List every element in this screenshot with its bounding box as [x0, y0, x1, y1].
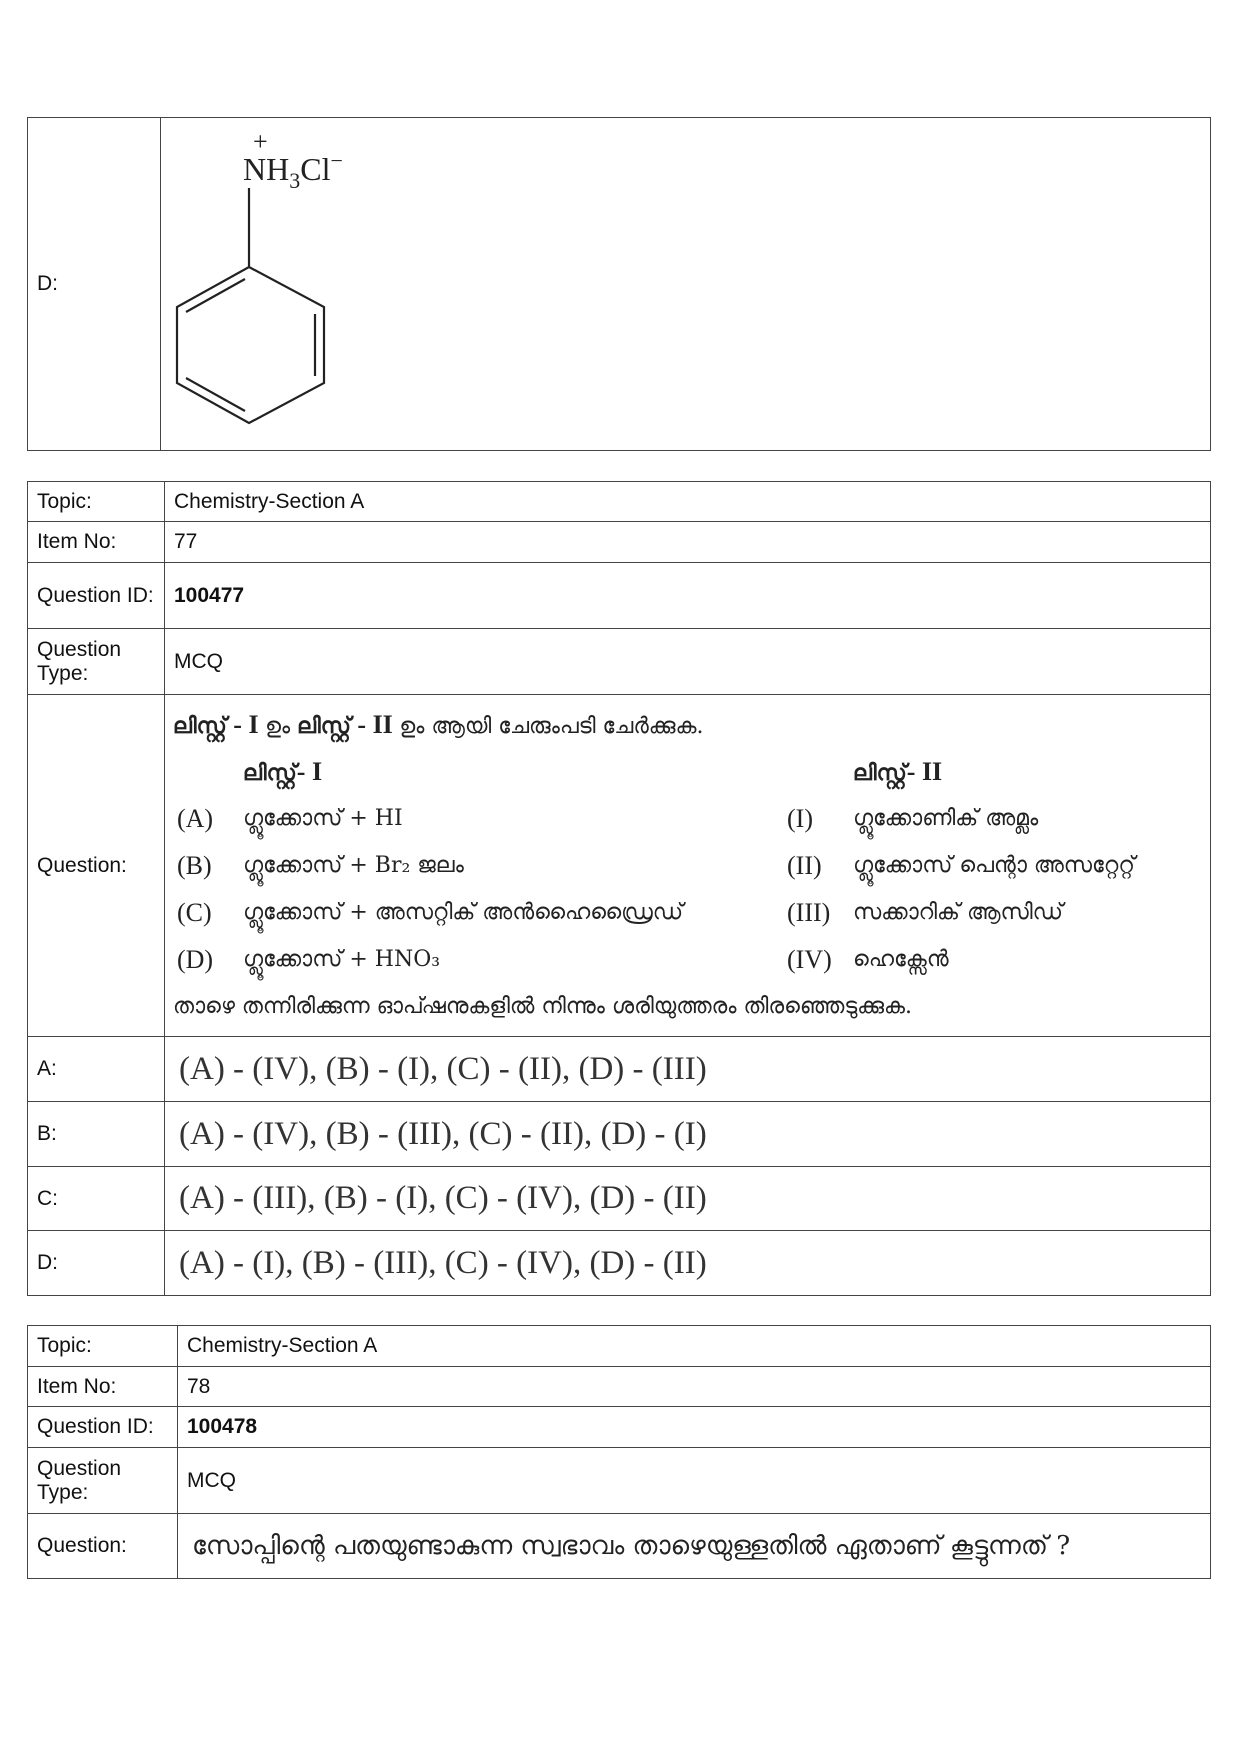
question-label: Question:: [28, 1514, 178, 1579]
structure-cell: [161, 118, 1211, 451]
question-78-table: [27, 1325, 1211, 1579]
match-row: (B) ഗ്ലൂക്കോസ് + Br₂ ജലം (II) ഗ്ലൂക്കോസ് പെന്റാ അസറ്റേറ്റ്: [177, 851, 1136, 880]
question-instruction: താഴെ തന്നിരിക്കുന്ന ഓപ്ഷനുകളിൽ നിന്നും ശരിയുത്തരം തിരഞ്ഞെടുക്കുക.: [173, 994, 913, 1019]
charge-plus: +: [253, 127, 268, 156]
benzene-ring: [177, 188, 324, 423]
option-b-text: (A) - (IV), (B) - (III), (C) - (II), (D) - (I): [165, 1102, 1211, 1167]
topic-label: Topic:: [28, 482, 165, 522]
question-type-value: MCQ: [165, 629, 1211, 695]
question-type-value: MCQ: [178, 1448, 1211, 1514]
item-no-value: 77: [165, 522, 1211, 563]
question-text: സോപ്പിന്റെ പതയുണ്ടാകുന്ന സ്വഭാവം താഴെയുള്ളതിൽ ഏതാണ് കൂട്ടുന്നത് ?: [178, 1514, 1211, 1579]
option-d-label: D:: [28, 1231, 165, 1296]
question-id-value: 100478: [178, 1407, 1211, 1448]
question-intro: ലിസ്റ്റ് - I ഉം ലിസ്റ്റ് - II ഉം ആയി ചേരുംപടി ചേർക്കുക.: [173, 710, 704, 739]
question-id-label: Question ID:: [28, 563, 165, 629]
option-a-text: (A) - (IV), (B) - (I), (C) - (II), (D) - (III): [165, 1037, 1211, 1102]
list-headers: [173, 748, 1202, 795]
anilinium-chloride-structure: [161, 118, 461, 448]
question-body: [165, 695, 1211, 1037]
topic-value: Chemistry-Section A: [178, 1326, 1211, 1367]
topic-label: Topic:: [28, 1326, 178, 1367]
nh3-label: $NH_3Cl^-$: [243, 148, 343, 193]
option-d-text: (A) - (I), (B) - (III), (C) - (IV), (D) - (II): [165, 1231, 1211, 1296]
item-no-label: Item No:: [28, 522, 165, 563]
item-no-value: 78: [178, 1367, 1211, 1407]
option-c-label: C:: [28, 1167, 165, 1231]
option-c-text: (A) - (III), (B) - (I), (C) - (IV), (D) - (II): [165, 1167, 1211, 1231]
question-id-value: 100477: [165, 563, 1211, 629]
item-no-label: Item No:: [28, 1367, 178, 1407]
match-row: (D) ഗ്ലൂക്കോസ് + HNO₃ (IV) ഹെക്സേൻ: [177, 945, 949, 974]
option-d-structure-table: [27, 117, 1211, 451]
option-d-label: D:: [28, 118, 161, 451]
topic-value: Chemistry-Section A: [165, 482, 1211, 522]
question-id-label: Question ID:: [28, 1407, 178, 1448]
question-type-label: Question Type:: [28, 629, 165, 695]
question-77-table: [27, 481, 1211, 1296]
question-label: Question:: [28, 695, 165, 1037]
option-b-label: B:: [28, 1102, 165, 1167]
match-row: (C) ഗ്ലൂക്കോസ് + അസറ്റിക് അൻഹൈഡ്രൈഡ് (III) സക്കാറിക് ആസിഡ്: [177, 898, 1063, 927]
list-1-header: ലിസ്റ്റ്- I: [243, 757, 323, 786]
list-2-header: ലിസ്റ്റ്- II: [853, 757, 943, 786]
question-type-label: Question Type:: [28, 1448, 178, 1514]
match-row: (A) ഗ്ലൂക്കോസ് + HI (I) ഗ്ലൂക്കോണിക് അമ്ലം: [177, 804, 1039, 833]
option-a-label: A:: [28, 1037, 165, 1102]
